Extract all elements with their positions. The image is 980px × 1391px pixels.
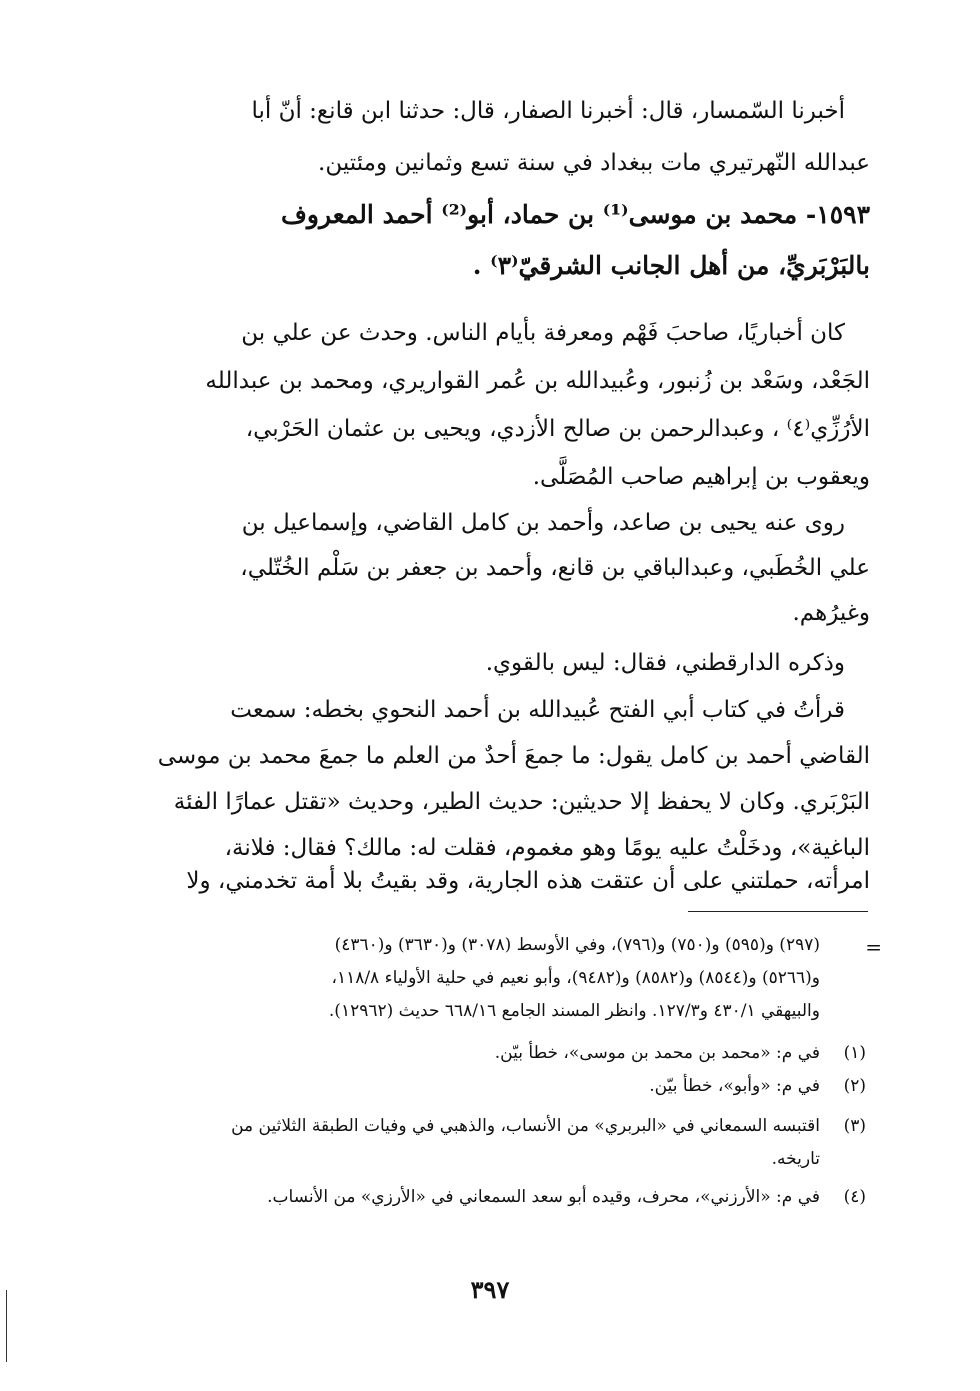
footnote-text-2: في م: «وأبو»، خطأ بيّن. (649, 1076, 820, 1096)
footnote-number-1: (١) (843, 1043, 866, 1063)
body-line-15: البَرْبَري. وكان لا يحفظ إلا حديثين: حديث الطير، وحديث «تقتل عمارًا الفئة (173, 789, 870, 815)
body-line-9: روى عنه يحيى بن صاعد، وأحمد بن كامل القاضي، وإسماعيل بن (241, 510, 845, 536)
footnote-number-3: (٣) (843, 1116, 866, 1136)
footnote-text-3-continued: تاريخه. (771, 1149, 820, 1169)
footnote-text-1: في م: «محمد بن محمد بن موسى»، خطأ بيّن. (494, 1043, 820, 1063)
body-line-13: قرأتُ في كتاب أبي الفتح عُبيدالله بن أحمد النحوي بخطه: سمعت (230, 697, 845, 723)
scan-margin-line (6, 1290, 7, 1362)
footnote-separator (688, 911, 868, 912)
body-line-7: الأرُزِّي⁽٤⁾ ، وعبدالرحمن بن صالح الأزدي، ويحيى بن عثمان الحَرْبي، (245, 416, 870, 442)
body-line-2: عبدالله النّهرتيري مات ببغداد في سنة تسع وثمانين ومئتين. (318, 150, 870, 176)
body-line-12: وذكره الدارقطني، فقال: ليس بالقوي. (485, 650, 845, 676)
footnote-continuation-line-2: و(٥٢٦٦) و(٨٥٤٤) و(٨٥٨٢) و(٩٤٨٢)، وأبو نعيم في حلية الأولياء ١١٨/٨، (331, 968, 820, 988)
body-line-14: القاضي أحمد بن كامل يقول: ما جمعَ أحدٌ من العلم ما جمعَ محمد بن موسى (157, 743, 870, 769)
body-line-1: أخبرنا السّمسار، قال: أخبرنا الصفار، قال: حدثنا ابن قانع: أنّ أبا (251, 98, 845, 124)
body-line-6: الجَعْد، وسَعْد بن زُنبور، وعُبيدالله بن عُمر القواريري، ومحمد بن عبدالله (205, 368, 870, 394)
footnote-continuation-marker: = (865, 935, 882, 959)
body-line-16: الباغية»، ودخَلْتُ عليه يومًا وهو مغموم، فقلت له: مالك؟ فقال: فلانة، (224, 835, 870, 861)
entry-heading-line-1: ١٥٩٣- محمد بن موسى⁽¹⁾ بن حماد، أبو⁽²⁾ أحمد المعروف (281, 200, 870, 229)
body-line-8: ويعقوب بن إبراهيم صاحب المُصَلَّى. (532, 464, 870, 490)
body-line-17: امرأته، حملتني على أن عتقت هذه الجارية، وقد بقيتُ بلا أمة تخدمني، ولا (186, 868, 870, 894)
footnote-text-4: في م: «الأرزني»، محرف، وقيده أبو سعد السمعاني في «الأرزي» من الأنساب. (267, 1187, 820, 1207)
footnote-number-2: (٢) (843, 1076, 866, 1096)
page-number: ٣٩٧ (470, 1275, 510, 1304)
body-line-10: علي الخُطَبي، وعبدالباقي بن قانع، وأحمد بن جعفر بن سَلْم الخُتّلي، (240, 555, 870, 581)
footnote-number-4: (٤) (843, 1187, 866, 1207)
footnote-continuation-line-3: والبيهقي ٤٣٠/١ و١٢٧/٣. وانظر المسند الجامع ٦٦٨/١٦ حديث (١٢٩٦٢). (328, 1001, 820, 1021)
entry-heading-line-2: بالبَرْبَريِّ، من أهل الجانب الشرقيّ⁽٣⁾ . (472, 251, 870, 280)
body-line-11: وغيرُهم. (792, 600, 870, 626)
footnote-continuation-line-1: (٢٩٧) و(٥٩٥) و(٧٥٠) و(٧٩٦)، وفي الأوسط (٣٠٧٨) و(٣٦٣٠) و(٤٣٦٠) (334, 935, 820, 955)
body-line-5: كان أخباريًا، صاحبَ فَهْم ومعرفة بأيام الناس. وحدث عن علي بن (241, 320, 845, 346)
footnote-text-3: اقتبسه السمعاني في «البربري» من الأنساب، والذهبي في وفيات الطبقة الثلاثين من (231, 1116, 820, 1136)
